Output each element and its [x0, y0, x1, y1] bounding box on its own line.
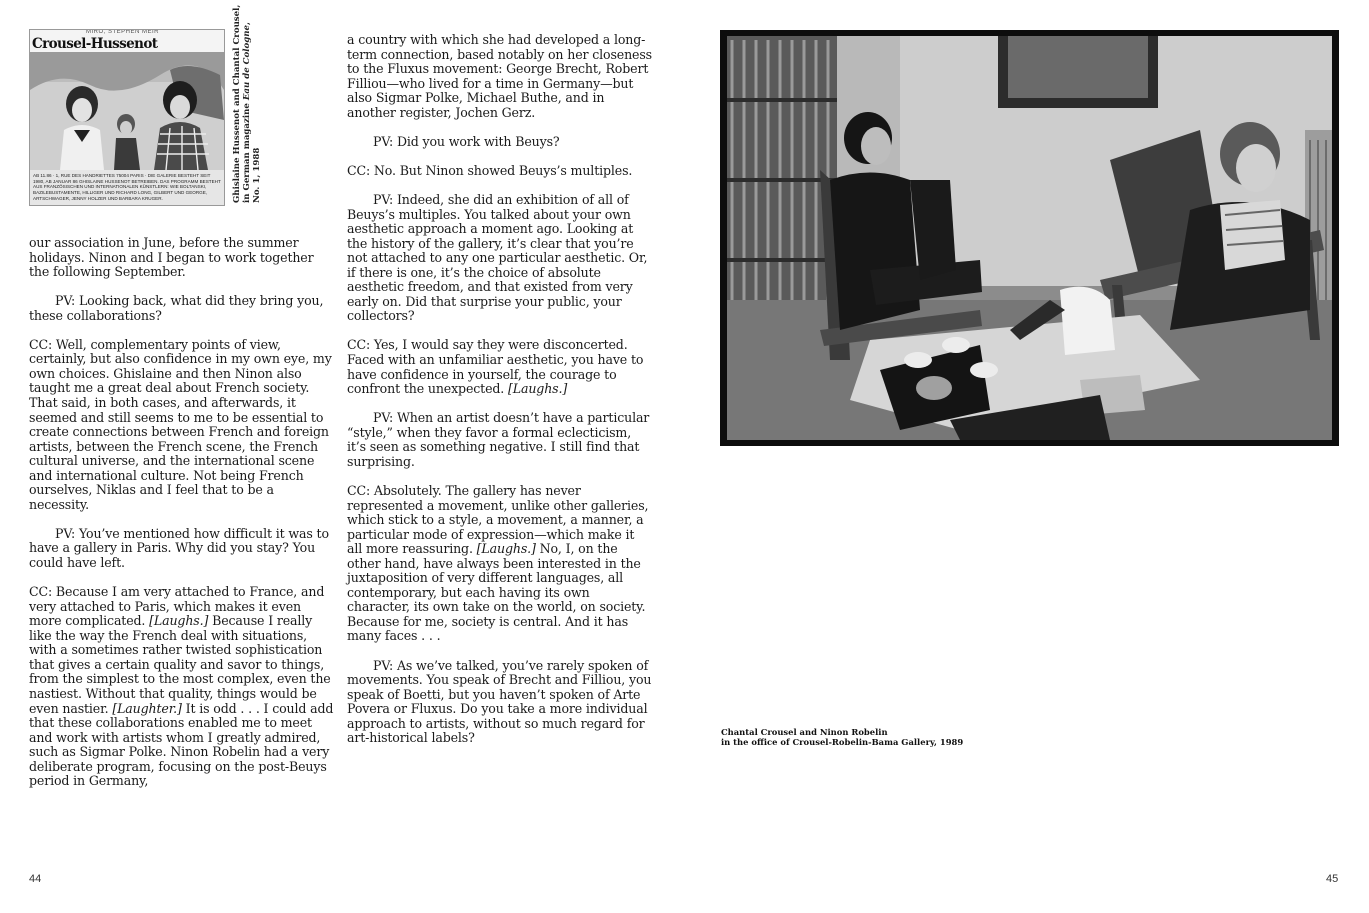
clipping-body-text: AB 11.86 · 1, RUE DES HANDRIETTES 75004 PARIS · DIE GALERIE BESTEHT SEIT 1980, AB JANUAR 86 GHISLAINE HUSSENOT BETREIBEN. DAS PROGRAMM BESTEHT AUS FRANZÖSISCHEN UND INTERNATIONALEN KÜNSTLERN: WIE BOLTANSKI, BAZILEBUSTAMENTE, HILLIGER UND RICHARD LONG, GILBERT UND GEORGE, ARTSCHWAGER, JENNY HOLZER UND BARBARA KRUGER. — [33, 173, 221, 201]
question: PV: When an artist doesn’t have a particular “style,” when they favor a formal eclecticism, it’s seen as something negative. I still find that surprising. — [347, 410, 650, 469]
answer: CC: Well, complementary points of view, certainly, but also confidence in my own eye, my own choices. Ghislaine and then Ninon also taught me a great deal about French society. That said, in both cases, and afterwards, it seemed and still seems to me to be essential to create connections between French and foreign artists, between the French scene, the French cultural universe, and the international scene and international culture. Not being French ourselves, Niklas and I feel that to be a necessity. — [29, 336, 332, 512]
magazine-clipping — [29, 29, 225, 206]
answer: CC: No. But Ninon showed Beuys’s multiples. — [347, 162, 633, 178]
photograph-image — [720, 30, 1339, 446]
answer: CC: Absolutely. The gallery has never represented a movement, unlike other galleries, which stick to a style, a movement, a manner, a particular mode of expression—which make it all more reassuring. [Laughs.] No, I, on the other hand, have always been interested in the juxtaposition of very different languages, all contemporary, but each having its own character, its own take on the world, on society. Because for me, society is central. And it has many faces . . . — [347, 482, 649, 644]
text-column-1 — [29, 236, 334, 803]
question: PV: Looking back, what did they bring you, these collaborations? — [29, 293, 324, 323]
clipping-caption: Ghislaine Hussenot and Chantal Crousel, in German magazine Eau de Cologne, No. 1, 1988 — [232, 4, 262, 203]
page-number-right: 45 — [1326, 873, 1339, 885]
clipping-title: Crousel-Hussenot — [32, 36, 158, 52]
question: PV: You’ve mentioned how difficult it was to have a gallery in Paris. Why did you stay? You could have left. — [29, 525, 329, 571]
page-number-left: 44 — [29, 873, 42, 885]
question: PV: Did you work with Beuys? — [373, 133, 560, 149]
paragraph: our association in June, before the summer holidays. Ninon and I began to work together the following September. — [29, 235, 314, 280]
question: PV: Indeed, she did an exhibition of all of Beuys’s multiples. You talked about your own aesthetic approach a moment ago. Looking at the history of the gallery, it’s clear that you’re not attached to any one particular aesthetic. Or, if there is one, it’s the choice of absolute aesthetic freedom, and that existed from very early on. Did that surprise your public, your collectors? — [347, 192, 648, 324]
clipping-header-text: MIRO, STEPHEN MEIR — [86, 29, 160, 35]
text-column-2 — [347, 33, 652, 760]
paragraph: a country with which she had developed a long-term connection, based notably on her closeness to the Fluxus movement: George Brecht, Robert Filliou—who lived for a time in Germany—but also Sigmar Polke, Michael Buthe, and in another register, Jochen Gerz. — [347, 32, 652, 120]
photo-caption: Chantal Crousel and Ninon Robelin in the office of Crousel-Robelin-Bama Gallery, 1989 — [721, 727, 964, 747]
question: PV: As we’ve talked, you’ve rarely spoken of movements. You speak of Brecht and Filliou, you speak of Boetti, but you haven’t spoken of Arte Povera or Fluxus. Do you take a more individual approach to artists, without so much regard for art-historical labels? — [347, 657, 652, 746]
answer: CC: Because I am very attached to France, and very attached to Paris, which makes it even more complicated. [Laughs.] Because I really like the way the French deal with situations, with a sometimes rather twisted sophistication that gives a certain quality and savor to things, from the simplest to the most complex, even the nastiest. Without that quality, things would be even nastier. [Laughter.] It is odd . . . I could add that these collaborations enabled me to meet and work with artists whom I greatly admired, such as Sigmar Polke. Ninon Robelin had a very deliberate program, focusing on the post-Beuys period in Germany, — [29, 584, 334, 789]
answer: CC: Yes, I would say they were disconcerted. Faced with an unfamiliar aesthetic, you have to have confidence in yourself, the courage to confront the unexpected. [Laughs.] — [347, 337, 644, 397]
photograph — [720, 30, 1339, 446]
